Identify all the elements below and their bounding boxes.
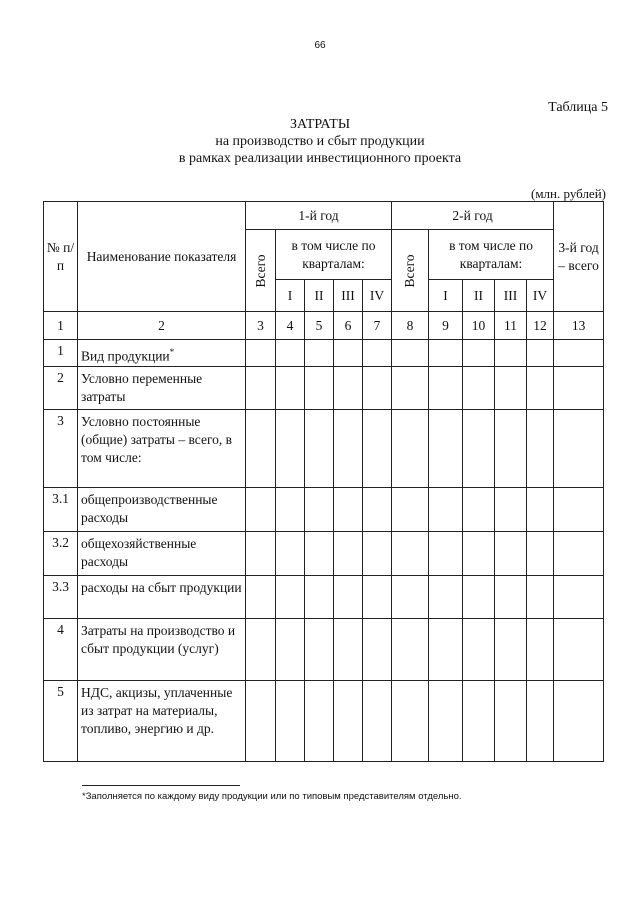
row-name-text: расходы на сбыт продукции bbox=[81, 579, 242, 595]
value-cell bbox=[429, 575, 463, 618]
value-cell bbox=[429, 487, 463, 531]
value-cell bbox=[554, 409, 604, 487]
value-cell bbox=[429, 366, 463, 409]
value-cell bbox=[334, 409, 363, 487]
value-cell bbox=[363, 409, 392, 487]
value-cell bbox=[495, 340, 527, 367]
value-cell bbox=[246, 531, 276, 575]
value-cell bbox=[305, 680, 334, 761]
column-number: 6 bbox=[334, 312, 363, 340]
value-cell bbox=[463, 531, 495, 575]
value-cell bbox=[392, 487, 429, 531]
row-name bbox=[78, 680, 246, 761]
value-cell bbox=[495, 366, 527, 409]
value-cell bbox=[363, 366, 392, 409]
value-cell bbox=[305, 409, 334, 487]
row-name bbox=[78, 487, 246, 531]
row-name-text: Условно переменные затраты bbox=[81, 370, 203, 404]
quarter-label: III bbox=[334, 280, 363, 312]
value-cell bbox=[246, 366, 276, 409]
header-year2-total bbox=[392, 230, 429, 312]
value-cell bbox=[363, 340, 392, 367]
value-cell bbox=[392, 618, 429, 680]
header-year3: 3-й год – всего bbox=[554, 202, 604, 312]
value-cell bbox=[334, 680, 363, 761]
value-cell bbox=[246, 340, 276, 367]
value-cell bbox=[554, 618, 604, 680]
column-number: 11 bbox=[495, 312, 527, 340]
value-cell bbox=[392, 575, 429, 618]
value-cell bbox=[305, 531, 334, 575]
value-cell bbox=[463, 366, 495, 409]
value-cell bbox=[334, 366, 363, 409]
table-row bbox=[44, 487, 604, 531]
value-cell bbox=[527, 618, 554, 680]
column-number: 7 bbox=[363, 312, 392, 340]
document-title bbox=[0, 116, 640, 167]
title-line-1: ЗАТРАТЫ bbox=[289, 117, 351, 132]
value-cell bbox=[554, 340, 604, 367]
value-cell bbox=[554, 366, 604, 409]
value-cell bbox=[495, 487, 527, 531]
value-cell bbox=[276, 366, 305, 409]
value-cell bbox=[527, 487, 554, 531]
value-cell bbox=[276, 409, 305, 487]
value-cell bbox=[527, 575, 554, 618]
column-number: 5 bbox=[305, 312, 334, 340]
value-cell bbox=[495, 618, 527, 680]
column-number: 2 bbox=[78, 312, 246, 340]
value-cell bbox=[527, 409, 554, 487]
row-name bbox=[78, 409, 246, 487]
row-number: 3.1 bbox=[44, 487, 78, 531]
value-cell bbox=[246, 618, 276, 680]
value-cell bbox=[363, 575, 392, 618]
row-number: 3 bbox=[44, 409, 78, 487]
value-cell bbox=[495, 409, 527, 487]
value-cell bbox=[276, 340, 305, 367]
row-number: 3.2 bbox=[44, 531, 78, 575]
row-number: 3.3 bbox=[44, 575, 78, 618]
header-year2: 2-й год bbox=[392, 202, 554, 230]
value-cell bbox=[429, 680, 463, 761]
value-cell bbox=[429, 531, 463, 575]
table-number: Таблица 5 bbox=[548, 100, 608, 115]
value-cell bbox=[495, 531, 527, 575]
header-num: № п/п bbox=[44, 202, 78, 312]
title-line-3: в рамках реализации инвестиционного проекта bbox=[178, 151, 462, 166]
column-number: 10 bbox=[463, 312, 495, 340]
value-cell bbox=[334, 618, 363, 680]
column-number: 3 bbox=[246, 312, 276, 340]
value-cell bbox=[527, 340, 554, 367]
table-row bbox=[44, 340, 604, 367]
header-name: Наименование показателя bbox=[78, 202, 246, 312]
column-number: 12 bbox=[527, 312, 554, 340]
quarter-label: IV bbox=[363, 280, 392, 312]
value-cell bbox=[463, 487, 495, 531]
value-cell bbox=[554, 575, 604, 618]
row-name-text: общепроизводственные расходы bbox=[81, 491, 218, 525]
costs-table bbox=[43, 201, 604, 762]
value-cell bbox=[305, 575, 334, 618]
value-cell bbox=[305, 366, 334, 409]
quarter-label: I bbox=[429, 280, 463, 312]
value-cell bbox=[305, 618, 334, 680]
value-cell bbox=[463, 618, 495, 680]
row-name-text: НДС, акцизы, уплаченные из затрат на материалы, топливо, энергию и др. bbox=[81, 684, 233, 736]
table-row bbox=[44, 366, 604, 409]
unit-label: (млн. рублей) bbox=[531, 186, 606, 201]
table-row bbox=[44, 618, 604, 680]
row-name bbox=[78, 531, 246, 575]
column-number: 8 bbox=[392, 312, 429, 340]
header-year1: 1-й год bbox=[246, 202, 392, 230]
header-year1-quarters: в том числе по кварталам: bbox=[276, 230, 392, 280]
value-cell bbox=[334, 531, 363, 575]
table-row bbox=[44, 680, 604, 761]
value-cell bbox=[305, 487, 334, 531]
quarter-label: I bbox=[276, 280, 305, 312]
value-cell bbox=[363, 487, 392, 531]
footnote: *Заполняется по каждому виду продукции или по типовым представителям отдельно. bbox=[82, 791, 462, 802]
value-cell bbox=[392, 366, 429, 409]
value-cell bbox=[495, 680, 527, 761]
value-cell bbox=[392, 680, 429, 761]
quarter-label: II bbox=[463, 280, 495, 312]
value-cell bbox=[429, 409, 463, 487]
quarter-label: III bbox=[495, 280, 527, 312]
value-cell bbox=[334, 575, 363, 618]
table-row bbox=[44, 575, 604, 618]
value-cell bbox=[554, 531, 604, 575]
quarter-label: II bbox=[305, 280, 334, 312]
row-number: 4 bbox=[44, 618, 78, 680]
value-cell bbox=[429, 618, 463, 680]
value-cell bbox=[463, 680, 495, 761]
row-name bbox=[78, 366, 246, 409]
value-cell bbox=[392, 531, 429, 575]
value-cell bbox=[276, 680, 305, 761]
column-number: 13 bbox=[554, 312, 604, 340]
column-number: 4 bbox=[276, 312, 305, 340]
row-name bbox=[78, 618, 246, 680]
header-year2-total-label: Всего bbox=[402, 253, 418, 288]
value-cell bbox=[334, 340, 363, 367]
value-cell bbox=[246, 409, 276, 487]
value-cell bbox=[527, 680, 554, 761]
row-name-text: общехозяйственные расходы bbox=[81, 535, 197, 569]
value-cell bbox=[495, 575, 527, 618]
value-cell bbox=[463, 409, 495, 487]
quarter-label: IV bbox=[527, 280, 554, 312]
value-cell bbox=[246, 680, 276, 761]
header-year2-quarters: в том числе по кварталам: bbox=[429, 230, 554, 280]
value-cell bbox=[246, 575, 276, 618]
value-cell bbox=[363, 680, 392, 761]
table-row bbox=[44, 531, 604, 575]
row-number: 5 bbox=[44, 680, 78, 761]
value-cell bbox=[463, 340, 495, 367]
value-cell bbox=[429, 340, 463, 367]
header-year1-total bbox=[246, 230, 276, 312]
column-number: 1 bbox=[44, 312, 78, 340]
value-cell bbox=[554, 487, 604, 531]
value-cell bbox=[334, 487, 363, 531]
title-line-2: на производство и сбыт продукции bbox=[215, 134, 425, 149]
value-cell bbox=[276, 487, 305, 531]
value-cell bbox=[246, 487, 276, 531]
value-cell bbox=[305, 340, 334, 367]
footnote-divider bbox=[82, 785, 240, 786]
page-number: 66 bbox=[314, 40, 326, 51]
value-cell bbox=[392, 409, 429, 487]
value-cell bbox=[276, 575, 305, 618]
row-name bbox=[78, 575, 246, 618]
value-cell bbox=[363, 618, 392, 680]
row-number: 1 bbox=[44, 340, 78, 367]
value-cell bbox=[276, 618, 305, 680]
footnote-marker: * bbox=[169, 347, 175, 357]
row-name-text: Вид продукции bbox=[81, 348, 170, 364]
value-cell bbox=[527, 531, 554, 575]
header-year1-total-label: Всего bbox=[252, 253, 268, 288]
row-number: 2 bbox=[44, 366, 78, 409]
value-cell bbox=[463, 575, 495, 618]
table-row bbox=[44, 409, 604, 487]
row-name bbox=[78, 340, 246, 367]
row-name-text: Условно постоянные (общие) затраты – всего, в том числе: bbox=[81, 413, 233, 465]
value-cell bbox=[554, 680, 604, 761]
value-cell bbox=[363, 531, 392, 575]
column-number: 9 bbox=[429, 312, 463, 340]
value-cell bbox=[276, 531, 305, 575]
row-name-text: Затраты на производство и сбыт продукции (услуг) bbox=[81, 622, 236, 656]
column-number-row bbox=[44, 312, 604, 340]
value-cell bbox=[527, 366, 554, 409]
value-cell bbox=[392, 340, 429, 367]
